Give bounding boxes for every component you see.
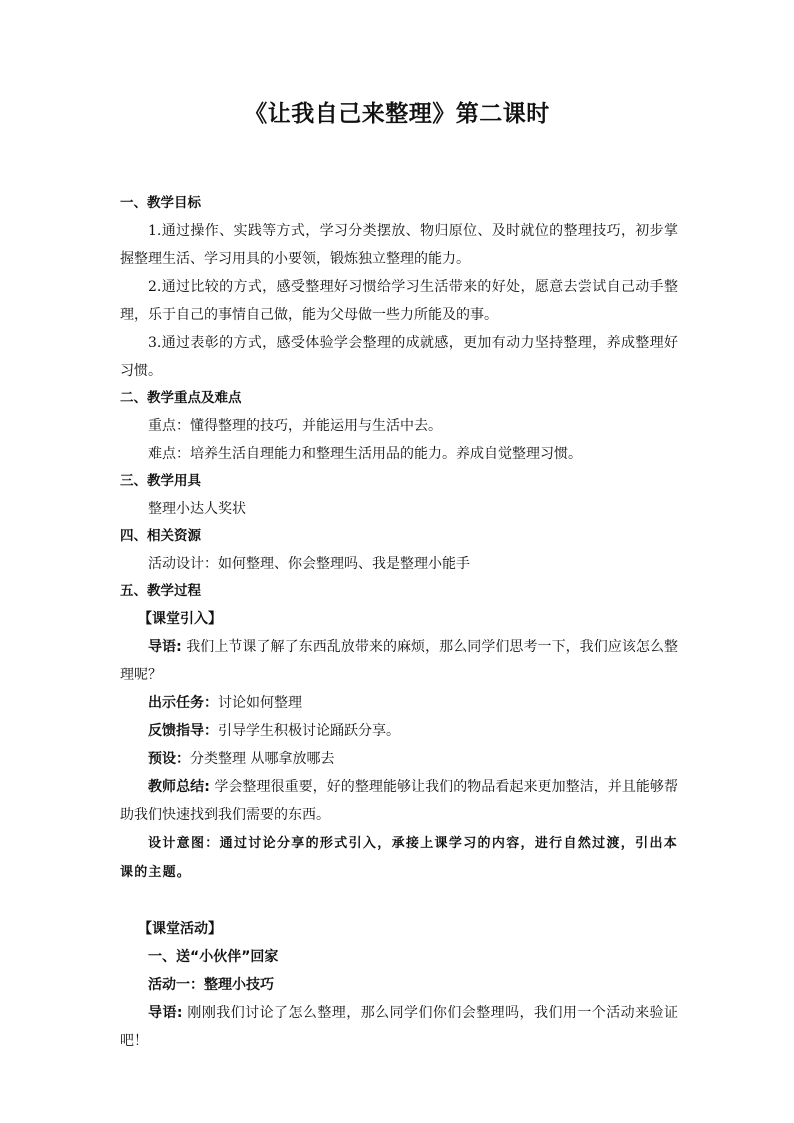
guide2-label: 导语: bbox=[148, 1005, 183, 1021]
task-label: 出示任务： bbox=[148, 695, 218, 711]
guide-label: 导语: bbox=[148, 639, 182, 655]
section-heading-process: 五、教学过程 bbox=[120, 583, 201, 599]
feedback-text: 引导学生积极讨论踊跃分享。 bbox=[218, 723, 400, 739]
summary-text: 学会整理很重要，好的整理能够让我们的物品看起来更加整洁，并且能够帮助我们快速找到我们需要的东西。 bbox=[120, 779, 678, 823]
summary-line bbox=[120, 773, 678, 829]
section-heading-objectives: 一、教学目标 bbox=[120, 195, 201, 211]
design-intent: 设计意图：通过讨论分享的形式引入，承接上课学习的内容，进行自然过渡，引出本课的主题。 bbox=[120, 836, 678, 880]
document-title: 《让我自己来整理》第二课时 bbox=[244, 101, 550, 127]
section-heading-tools: 三、教学用具 bbox=[120, 473, 201, 489]
resources-text: 活动设计：如何整理、你会整理吗、我是整理小能手 bbox=[148, 556, 470, 572]
objective-item: 3.通过表彰的方式，感受体验学会整理的成就感，更加有动力坚持整理，养成整理好习惯。 bbox=[120, 335, 678, 379]
document-body bbox=[120, 190, 678, 1055]
section-heading-resources: 四、相关资源 bbox=[120, 528, 201, 544]
feedback-label: 反馈指导： bbox=[148, 723, 218, 739]
difficult-point-label: 难点： bbox=[148, 446, 190, 462]
guide2-text: 刚刚我们讨论了怎么整理，那么同学们你们会整理吗，我们用一个活动来验证吧！ bbox=[120, 1005, 678, 1049]
spacer bbox=[120, 887, 678, 915]
key-point-label: 重点： bbox=[148, 418, 190, 434]
activity-one-heading: 一、送“小伙伴”回家 bbox=[148, 949, 279, 965]
key-point bbox=[120, 412, 678, 440]
difficult-point bbox=[120, 440, 678, 468]
objective-item: 2.通过比较的方式，感受整理好习惯给学习生活带来的好处，愿意去尝试自己动手整理，乐于自己的事情自己做，能为父母做一些力所能及的事。 bbox=[120, 279, 678, 323]
activity-one-subheading: 活动一：整理小技巧 bbox=[148, 977, 274, 993]
summary-label: 教师总结: bbox=[148, 779, 210, 795]
section-heading-key-points: 二、教学重点及难点 bbox=[120, 390, 242, 406]
preset-text: 分类整理 从哪拿放哪去 bbox=[190, 751, 335, 767]
intro-title: 【课堂引入】 bbox=[138, 611, 222, 627]
intro-guide bbox=[120, 633, 678, 689]
guide-text: 我们上节课了解了东西乱放带来的麻烦，那么同学们思考一下，我们应该怎么整理呢？ bbox=[120, 639, 678, 683]
difficult-point-text: 培养生活自理能力和整理生活用品的能力。养成自觉整理习惯。 bbox=[190, 446, 582, 462]
activity-guide bbox=[120, 999, 678, 1055]
activity-title: 【课堂活动】 bbox=[138, 921, 222, 937]
tools-text: 整理小达人奖状 bbox=[148, 501, 246, 517]
feedback-line bbox=[120, 717, 678, 745]
preset-line bbox=[120, 745, 678, 773]
objective-item: 1.通过操作、实践等方式，学习分类摆放、物归原位、及时就位的整理技巧，初步掌握整理生活、学习用具的小要领，锻炼独立整理的能力。 bbox=[120, 223, 678, 267]
task-line bbox=[120, 689, 678, 717]
preset-label: 预设： bbox=[148, 751, 190, 767]
key-point-text: 懂得整理的技巧，并能运用与生活中去。 bbox=[190, 418, 442, 434]
task-text: 讨论如何整理 bbox=[218, 695, 302, 711]
